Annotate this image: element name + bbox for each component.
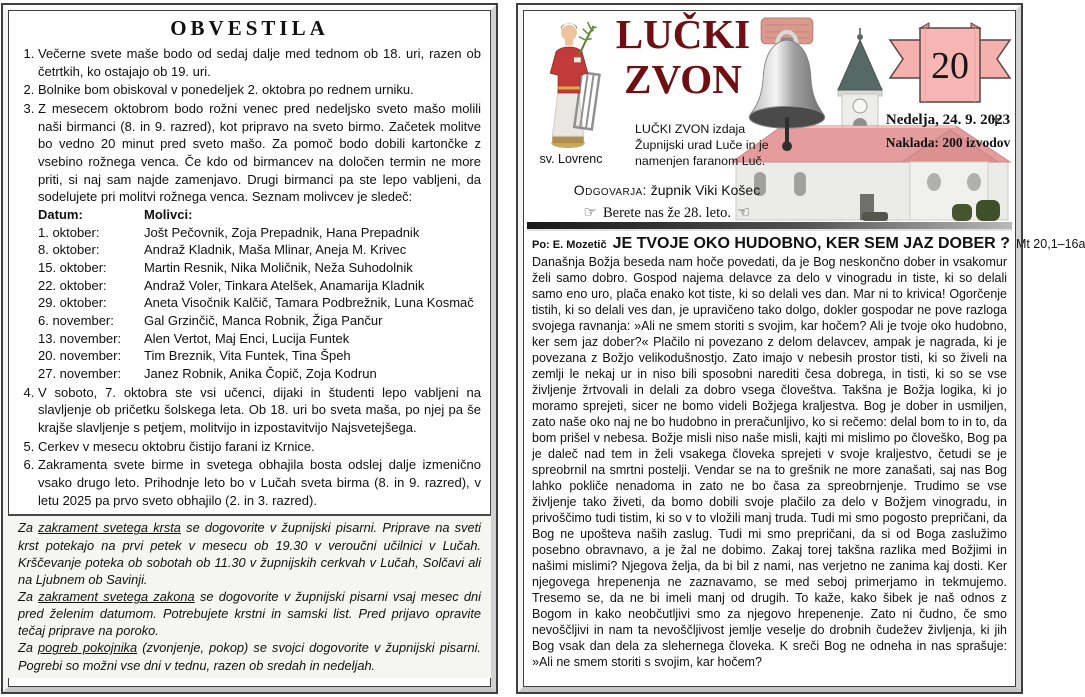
schedule-names: Andraž Voler, Tinkara Atelšek, Anamarija Kladnik bbox=[144, 277, 425, 293]
responsible-value: župnik Viki Košec bbox=[650, 182, 761, 198]
notice-underlined-term: zakrament svetega zakona bbox=[38, 589, 195, 605]
article-body: Današnja Božja beseda nam hoče povedati, da je Bog neskončno dober in vsakomur želi samo dobro. Gospod najema delavce za delo v vinogradu in tiste, ki so delali samo eno uro, plača enako kot tiste, ki so delali ves dan. Mar ni to krivica! Ogorčenje tistih, ki so delali ves dan, je upravičeno tako dolgo, dokler gospodar ne pove razloga svojega ravnanja: »Ali ne smem storiti s svojim, kar hočem? Ali je tvoje oko hudobno, ker sem jaz dober?« Plačilo ni povezano z delom delavcev, ampak je nagrada, ki je povezana z Božjo velikodušnostjo. Zato imajo v nebesih prostor tisti, ki so živeli na zemlji le nekaj ur in niso bili sposobni narediti česa dobrega, in tisti, ki so se vse življenje žrtvovali in delali za dobro vsega človeštva. Takšna je Božja logika, ki jo moramo sprejeti, sicer ne bomo videli Božjega kraljestva. Bog je dober in usmiljen, zato naše oko naj ne bo hudobno in preračunljivo, ko si rečemo: delal bom to in to, da bom prišel v nebesa. Božje misli niso naše misli, kajti mi mislimo po človeško, Bog pa je daleč nad tem in želi vsakega človeka sprejeti v svoje kraljestvo, četudi se je spreobrnil na smrtni postelji. Vendar se na to grešnik ne more zanašati, saj nas Bog lahko pokliče nenadoma in zato ne bo časa za spreobrnjenje. Trudimo se vse življenje tako živeti, da bomo dobili svoje plačilo za delo v Božjem vinogradu, in privoščimo tudi tistim, ki so v to vložili manj truda. Tudi mi smo pogosto prepričani, da Bog ne upošteva naših zaslug. Tudi mi smo prepričani, da si od Boga zaslužimo posebno obravnavo, a je žal ne dobimo. Zakaj torej takšna razlika med Božjimi in našimi mislimi? Njegova želja, da bi bil z nami, nas verjetno ne zanima kaj dosti. Ker njegovega hrepenenja ne zaznavamo, se med seboj primerjamo in tekmujemo. Tresemo se, da ne bi imeli manj od drugih. To kaže, kako šibek je naš odnos z Bogom in kako neobčutljivi smo za njegovo hrepenenje. Zato ni čudno, če smo nevoščljivi in nam ta nevoščljivost jemlje veselje do drobnih čudežev življenja, ki jih Bog vsak dan dela za slehernega človeka. K sreči Bog ne odneha in nas sprašuje: »Ali ne smem storiti s svojim, kar hočem? bbox=[532, 255, 1007, 669]
schedule-date-header: Datum: bbox=[38, 207, 83, 223]
list-item bbox=[38, 438, 481, 456]
issue-date: Nedelja, 24. 9. 2023 bbox=[885, 112, 1011, 128]
notice-text: Za bbox=[18, 640, 39, 656]
announcements-page bbox=[3, 5, 496, 692]
article-byline: Po: E. Mozetič bbox=[532, 239, 607, 251]
newsletter-title-line2: ZVON bbox=[624, 56, 742, 103]
statue-caption: sv. Lovrenc bbox=[539, 152, 603, 166]
list-item-text: Bolnike bom obiskoval v ponedeljek 2. oktobra po rednem urniku. bbox=[38, 82, 414, 98]
notice-paragraph bbox=[18, 588, 481, 639]
newsletter-page bbox=[518, 5, 1085, 692]
schedule-names: Jošt Pečovnik, Zoja Prepadnik, Hana Prepadnik bbox=[144, 224, 420, 240]
notice-paragraph bbox=[18, 519, 481, 588]
readers-line bbox=[539, 203, 795, 222]
table-row bbox=[38, 294, 481, 312]
table-row bbox=[38, 312, 481, 330]
schedule-date: 15. oktober: bbox=[38, 260, 107, 276]
schedule-names: Aneta Visočnik Kalčič, Tamara Podbrežnik, Luna Kosmač bbox=[144, 295, 474, 311]
table-row bbox=[38, 330, 481, 348]
list-item bbox=[38, 456, 481, 509]
article-header bbox=[532, 235, 1085, 253]
schedule-names: Janez Robnik, Anika Čopič, Zoja Kodrun bbox=[144, 366, 377, 382]
list-item-text: Zakramenta svete birme in svetega obhajila bosta odslej dalje izmenično vsako drugo leto. Prihodnje leto bo v Lučah sveta birma (8. in 9. razred), v letu 2025 pa prvo sveto obhajilo (2. in 3. razred). bbox=[38, 457, 481, 508]
article bbox=[532, 235, 1085, 683]
table-row bbox=[38, 224, 481, 242]
notice-text: Za bbox=[18, 520, 39, 536]
schedule-names: Andraž Kladnik, Maša Mlinar, Aneja M. Krivec bbox=[144, 242, 407, 258]
list-item bbox=[38, 384, 481, 437]
notice-text: se dogovorite v župnijski pisarni. Priprave na sveti krst potekajo na prvi petek v mesecu ob 19.30 v veroučni učilnici v Lučah. Krščevanje poteka ob sobotah ob 11.30 v župnijskih cerkvah v Lučah, Solčavi ali na Ljubnem ob Savinji. bbox=[18, 520, 481, 587]
schedule-names-header: Molivci: bbox=[144, 207, 193, 223]
list-item bbox=[38, 81, 481, 99]
masthead-divider bbox=[527, 222, 1012, 231]
masthead bbox=[523, 10, 1016, 222]
scripture-reference: Mt 20,1–16a bbox=[1015, 237, 1085, 251]
notice-underlined-term: pogreb pokojnika bbox=[38, 640, 138, 656]
table-row bbox=[38, 277, 481, 295]
schedule-date: 27. november: bbox=[38, 366, 122, 382]
notice-text: se dogovorite v župnijski pisarni vsaj mesec dni pred želenim datumom. Potrebujete krstni in samski list. Pred prijavo opravite tečaj priprave na poroko. bbox=[18, 589, 481, 639]
schedule-date: 1. oktober: bbox=[38, 224, 100, 240]
schedule-names: Alen Vertot, Maj Enci, Lucija Funtek bbox=[144, 330, 350, 346]
table-row bbox=[38, 241, 481, 259]
schedule-date: 22. oktober: bbox=[38, 277, 107, 293]
table-row bbox=[38, 347, 481, 365]
notice-text: (zvonjenje, pokop) se svojci dogovorite v župnijski pisarni. Pogrebi so možni vse dni v tednu, razen ob sredah in nedeljah. bbox=[18, 640, 481, 673]
circulation: Naklada: 200 izvodov bbox=[885, 135, 1011, 150]
notice-underlined-term: zakrament svetega krsta bbox=[38, 520, 181, 536]
responsible-label: Odgovarja: bbox=[573, 182, 647, 198]
notice-paragraph bbox=[18, 639, 481, 673]
announcements-list bbox=[18, 45, 481, 509]
schedule-header-row bbox=[38, 206, 481, 224]
table-row bbox=[38, 365, 481, 383]
issue-number: 20 bbox=[931, 45, 969, 87]
sacraments-notices-section bbox=[8, 514, 491, 677]
schedule-date: 8. oktober: bbox=[38, 242, 100, 258]
schedule-names: Martin Resnik, Nika Moličnik, Neža Suhodolnik bbox=[144, 260, 413, 276]
announcements-title: OBVESTILA bbox=[170, 16, 329, 40]
list-item bbox=[38, 100, 481, 383]
issue-ribbon bbox=[887, 22, 1013, 108]
notice-text: Za bbox=[18, 589, 39, 605]
list-item-text: Večerne svete maše bodo od sedaj dalje med tednom ob 18. uri, razen ob četrtkih, ko ostajajo ob 19. uri. bbox=[38, 46, 481, 79]
list-item-text: V soboto, 7. oktobra ste vsi učenci, dijaki in študenti lepo vabljeni na slavljenje ob pričetku šolskega leta. Ob 18. uri bo sveta maša, po njej pa še krajše slavljenje s petjem, molitvijo in izpostavitvijo Najsvetejšega. bbox=[38, 384, 481, 436]
schedule-names: Gal Grzinčič, Manca Robnik, Žiga Pančur bbox=[144, 313, 383, 329]
list-item-text: Z mesecem oktobrom bodo rožni venec pred nedeljsko sveto mašo molili naši birmanci (8. in 9. razred), kot pripravo na sveto birmo. Začetek molitve bo vedno 20 minut pred sveto mašo. Za pomoč bodo dobili kartončke z vsebino rožnega venca. Če kdo od birmancev na določen termin ne more priti, si naj sam najde zamenjavo. Drugi birmanci pa ste lepo vabljeni, da sodelujete pri molitvi rožnega venca. Seznam molivcev je sledeč: bbox=[38, 101, 481, 205]
schedule-names: Tim Breznik, Vita Funtek, Tina Špeh bbox=[144, 348, 351, 364]
schedule-date: 29. oktober: bbox=[38, 295, 107, 311]
prayer-schedule-table bbox=[38, 206, 481, 383]
responsible-line bbox=[539, 182, 795, 198]
list-item-text: Cerkev v mesecu oktobru čistijo farani iz Krnice. bbox=[38, 438, 315, 454]
article-headline: JE TVOJE OKO HUDOBNO, KER SEM JAZ DOBER ? bbox=[612, 235, 1010, 252]
newsletter-title-line1: LUČKI bbox=[615, 11, 751, 57]
pointing-hand-right-icon: ☞ bbox=[583, 203, 597, 221]
list-item bbox=[38, 45, 481, 80]
schedule-date: 13. november: bbox=[38, 330, 122, 346]
pointing-hand-left-icon: ☜ bbox=[737, 203, 751, 221]
schedule-date: 20. november: bbox=[38, 348, 122, 364]
readers-note: Berete nas že 28. leto. bbox=[602, 205, 732, 221]
schedule-date: 6. november: bbox=[38, 313, 114, 329]
table-row bbox=[38, 259, 481, 277]
saint-lovrenc-statue-image bbox=[537, 18, 603, 150]
publisher-note: LUČKI ZVON izdaja Župnijski urad Luče in je namenjen faranom Luč. bbox=[635, 122, 769, 168]
